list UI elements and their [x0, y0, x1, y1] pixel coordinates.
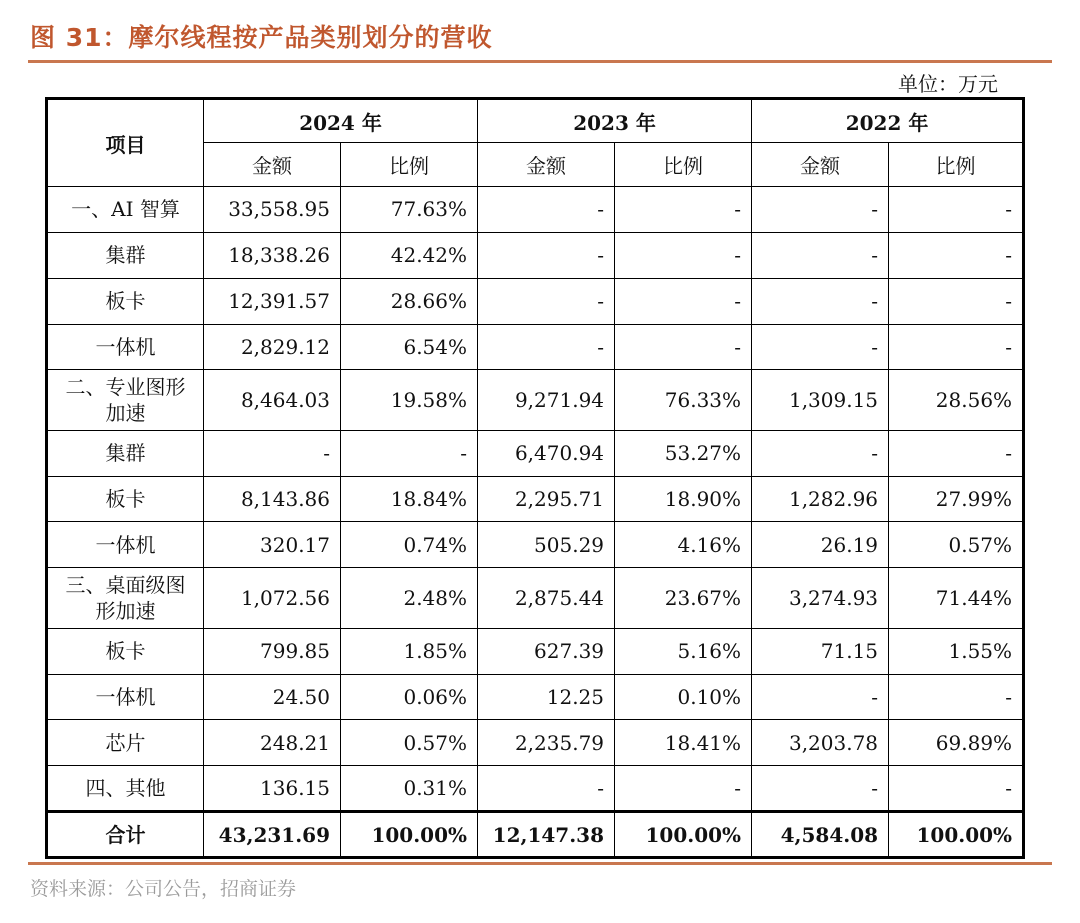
- amount-cell: 8,143.86: [204, 476, 341, 522]
- ratio-cell: -: [889, 766, 1024, 812]
- amount-cell: -: [752, 766, 889, 812]
- figure-title: 图 31：摩尔线程按产品类别划分的营收: [30, 23, 493, 52]
- ratio-cell: 1.85%: [341, 628, 478, 674]
- table-row: [47, 674, 1024, 720]
- table-row: [47, 187, 1024, 233]
- header-amount: 金额: [752, 143, 889, 187]
- amount-cell: 33,558.95: [204, 187, 341, 233]
- ratio-cell: -: [615, 766, 752, 812]
- table-row: [47, 628, 1024, 674]
- amount-cell: 4,584.08: [752, 812, 889, 858]
- ratio-cell: -: [341, 430, 478, 476]
- amount-cell: 627.39: [478, 628, 615, 674]
- header-amount: 金额: [204, 143, 341, 187]
- amount-cell: 2,829.12: [204, 324, 341, 370]
- ratio-cell: 0.57%: [341, 720, 478, 766]
- amount-cell: 9,271.94: [478, 370, 615, 430]
- amount-cell: 18,338.26: [204, 232, 341, 278]
- title-divider: [28, 60, 1052, 63]
- amount-cell: 3,274.93: [752, 568, 889, 628]
- ratio-cell: 0.57%: [889, 522, 1024, 568]
- header-year-2023: 2023 年: [478, 99, 752, 143]
- ratio-cell: -: [615, 278, 752, 324]
- row-label: 板卡: [47, 278, 204, 324]
- amount-cell: -: [752, 324, 889, 370]
- ratio-cell: 76.33%: [615, 370, 752, 430]
- amount-cell: -: [204, 430, 341, 476]
- table-row: [47, 476, 1024, 522]
- ratio-cell: 53.27%: [615, 430, 752, 476]
- ratio-cell: 42.42%: [341, 232, 478, 278]
- header-ratio: 比例: [615, 143, 752, 187]
- table-row: [47, 568, 1024, 628]
- ratio-cell: -: [615, 187, 752, 233]
- ratio-cell: -: [615, 324, 752, 370]
- ratio-cell: 18.90%: [615, 476, 752, 522]
- ratio-cell: 28.56%: [889, 370, 1024, 430]
- ratio-cell: 0.31%: [341, 766, 478, 812]
- ratio-cell: 27.99%: [889, 476, 1024, 522]
- ratio-cell: 1.55%: [889, 628, 1024, 674]
- amount-cell: 2,875.44: [478, 568, 615, 628]
- ratio-cell: -: [615, 232, 752, 278]
- amount-cell: 1,282.96: [752, 476, 889, 522]
- amount-cell: 26.19: [752, 522, 889, 568]
- amount-cell: 320.17: [204, 522, 341, 568]
- amount-cell: 12.25: [478, 674, 615, 720]
- ratio-cell: 71.44%: [889, 568, 1024, 628]
- amount-cell: 43,231.69: [204, 812, 341, 858]
- ratio-cell: -: [889, 187, 1024, 233]
- amount-cell: 24.50: [204, 674, 341, 720]
- ratio-cell: 18.84%: [341, 476, 478, 522]
- ratio-cell: -: [889, 430, 1024, 476]
- unit-label: 单位：万元: [898, 72, 998, 96]
- footer-divider: [28, 862, 1052, 865]
- ratio-cell: 0.10%: [615, 674, 752, 720]
- amount-cell: 2,295.71: [478, 476, 615, 522]
- ratio-cell: 0.74%: [341, 522, 478, 568]
- table-row: [47, 720, 1024, 766]
- ratio-cell: -: [889, 232, 1024, 278]
- header-row-years: [47, 99, 1024, 143]
- amount-cell: 6,470.94: [478, 430, 615, 476]
- table-body: [47, 187, 1024, 858]
- revenue-table: [45, 97, 1025, 859]
- amount-cell: 2,235.79: [478, 720, 615, 766]
- table-row: [47, 522, 1024, 568]
- header-year-2024: 2024 年: [204, 99, 478, 143]
- amount-cell: 71.15: [752, 628, 889, 674]
- source-note: 资料来源：公司公告，招商证券: [30, 878, 297, 900]
- ratio-cell: 100.00%: [615, 812, 752, 858]
- ratio-cell: 100.00%: [889, 812, 1024, 858]
- ratio-cell: 6.54%: [341, 324, 478, 370]
- amount-cell: -: [752, 430, 889, 476]
- table-row: [47, 430, 1024, 476]
- amount-cell: 3,203.78: [752, 720, 889, 766]
- ratio-cell: 2.48%: [341, 568, 478, 628]
- ratio-cell: 23.67%: [615, 568, 752, 628]
- row-label: 一、AI 智算: [47, 187, 204, 233]
- table-row: [47, 278, 1024, 324]
- amount-cell: 8,464.03: [204, 370, 341, 430]
- ratio-cell: 18.41%: [615, 720, 752, 766]
- table-row: [47, 370, 1024, 430]
- row-label: 一体机: [47, 324, 204, 370]
- row-label: 板卡: [47, 628, 204, 674]
- amount-cell: -: [752, 232, 889, 278]
- amount-cell: -: [478, 232, 615, 278]
- row-label: 集群: [47, 232, 204, 278]
- amount-cell: 1,309.15: [752, 370, 889, 430]
- row-label: 三、桌面级图形加速: [47, 568, 204, 628]
- amount-cell: -: [478, 766, 615, 812]
- header-amount: 金额: [478, 143, 615, 187]
- ratio-cell: 0.06%: [341, 674, 478, 720]
- header-year-2022: 2022 年: [752, 99, 1024, 143]
- ratio-cell: 19.58%: [341, 370, 478, 430]
- row-label: 四、其他: [47, 766, 204, 812]
- row-label: 一体机: [47, 674, 204, 720]
- amount-cell: 799.85: [204, 628, 341, 674]
- ratio-cell: 69.89%: [889, 720, 1024, 766]
- ratio-cell: -: [889, 324, 1024, 370]
- row-label: 集群: [47, 430, 204, 476]
- header-ratio: 比例: [889, 143, 1024, 187]
- amount-cell: 12,147.38: [478, 812, 615, 858]
- ratio-cell: 28.66%: [341, 278, 478, 324]
- row-label: 板卡: [47, 476, 204, 522]
- row-label: 合计: [47, 812, 204, 858]
- table-row: [47, 324, 1024, 370]
- amount-cell: -: [478, 324, 615, 370]
- amount-cell: -: [752, 674, 889, 720]
- ratio-cell: 4.16%: [615, 522, 752, 568]
- header-ratio: 比例: [341, 143, 478, 187]
- ratio-cell: -: [889, 278, 1024, 324]
- amount-cell: 248.21: [204, 720, 341, 766]
- amount-cell: 12,391.57: [204, 278, 341, 324]
- amount-cell: 136.15: [204, 766, 341, 812]
- row-label: 二、专业图形加速: [47, 370, 204, 430]
- ratio-cell: 5.16%: [615, 628, 752, 674]
- amount-cell: -: [752, 278, 889, 324]
- table-row: [47, 766, 1024, 812]
- amount-cell: -: [478, 278, 615, 324]
- amount-cell: -: [478, 187, 615, 233]
- ratio-cell: -: [889, 674, 1024, 720]
- header-item: 项目: [47, 99, 204, 187]
- row-label: 一体机: [47, 522, 204, 568]
- amount-cell: -: [752, 187, 889, 233]
- row-label: 芯片: [47, 720, 204, 766]
- amount-cell: 505.29: [478, 522, 615, 568]
- total-row: [47, 812, 1024, 858]
- table-row: [47, 232, 1024, 278]
- amount-cell: 1,072.56: [204, 568, 341, 628]
- ratio-cell: 100.00%: [341, 812, 478, 858]
- ratio-cell: 77.63%: [341, 187, 478, 233]
